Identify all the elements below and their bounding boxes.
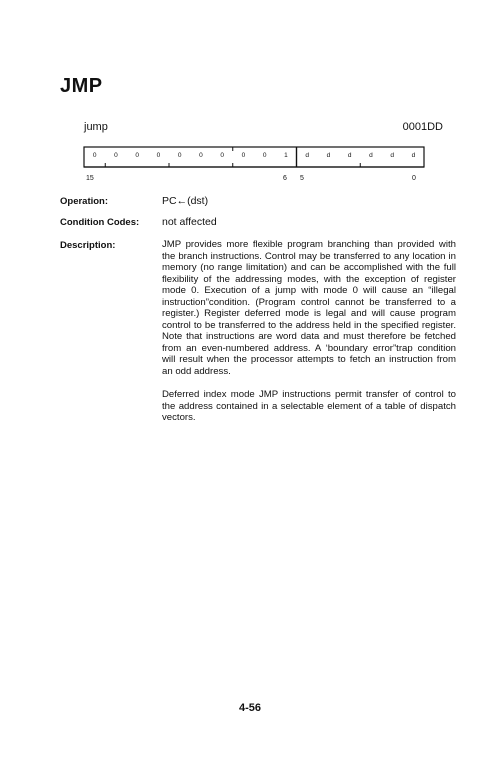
bit-13: 0 <box>135 152 139 159</box>
bit-8: 0 <box>241 152 246 159</box>
bit-5: d <box>305 152 309 159</box>
bit-12: 0 <box>156 152 161 159</box>
bit-0: d <box>411 152 416 159</box>
bit-1: d <box>390 152 394 159</box>
operation-label: Operation: <box>60 196 109 207</box>
instruction-format-diagram <box>84 147 424 167</box>
description-label: Description: <box>60 240 116 251</box>
bit-number-0: 0 <box>412 175 416 182</box>
bit-15: 0 <box>92 152 97 159</box>
description-paragraph: Deferred index mode JMP instructions permit transfer of control to the address contained in a selectable element of a table of dispatch vectors. <box>162 389 456 423</box>
condition-codes-label: Condition Codes: <box>60 217 140 228</box>
bit-9: 0 <box>220 152 224 159</box>
bit-6: 1 <box>284 152 288 159</box>
bit-7: 0 <box>262 152 267 159</box>
bit-14: 0 <box>114 152 118 159</box>
bit-10: 0 <box>199 152 203 159</box>
description-paragraph: JMP provides more flexible program branching than provided with the branch instructions. Control may be transferred to any location in memory (no range limitation) and can be accomplished with the full flexibility of the addressing modes, with the exception of register mode 0. Execution of a jump with mode 0 will cause an “illegal instruction”condition. (Program control cannot be transferred to a register.) Register deferred mode is legal and will cause program control to be transferred to the address held in the specified register. Note that instructions are word data and must therefore be fetched from an even-numbered address. A ‘boundary error”trap condition will result when the processor attempts to fetch an instruction from an odd address. <box>162 239 456 377</box>
operation-value: PC←(dst) <box>162 195 209 207</box>
description-body <box>162 239 456 424</box>
bit-number-15: 15 <box>86 175 94 182</box>
bit-3: d <box>347 152 352 159</box>
condition-codes-value: not affected <box>162 216 217 228</box>
bit-number-5: 5 <box>300 175 304 182</box>
bit-number-6: 6 <box>283 175 287 182</box>
bit-2: d <box>369 152 373 159</box>
instruction-title: JMP <box>60 75 103 97</box>
bit-4: d <box>326 152 331 159</box>
bit-11: 0 <box>177 152 182 159</box>
instruction-name: jump <box>84 121 108 133</box>
page-number: 4-56 <box>238 702 262 714</box>
opcode: 0001DD <box>402 121 443 133</box>
